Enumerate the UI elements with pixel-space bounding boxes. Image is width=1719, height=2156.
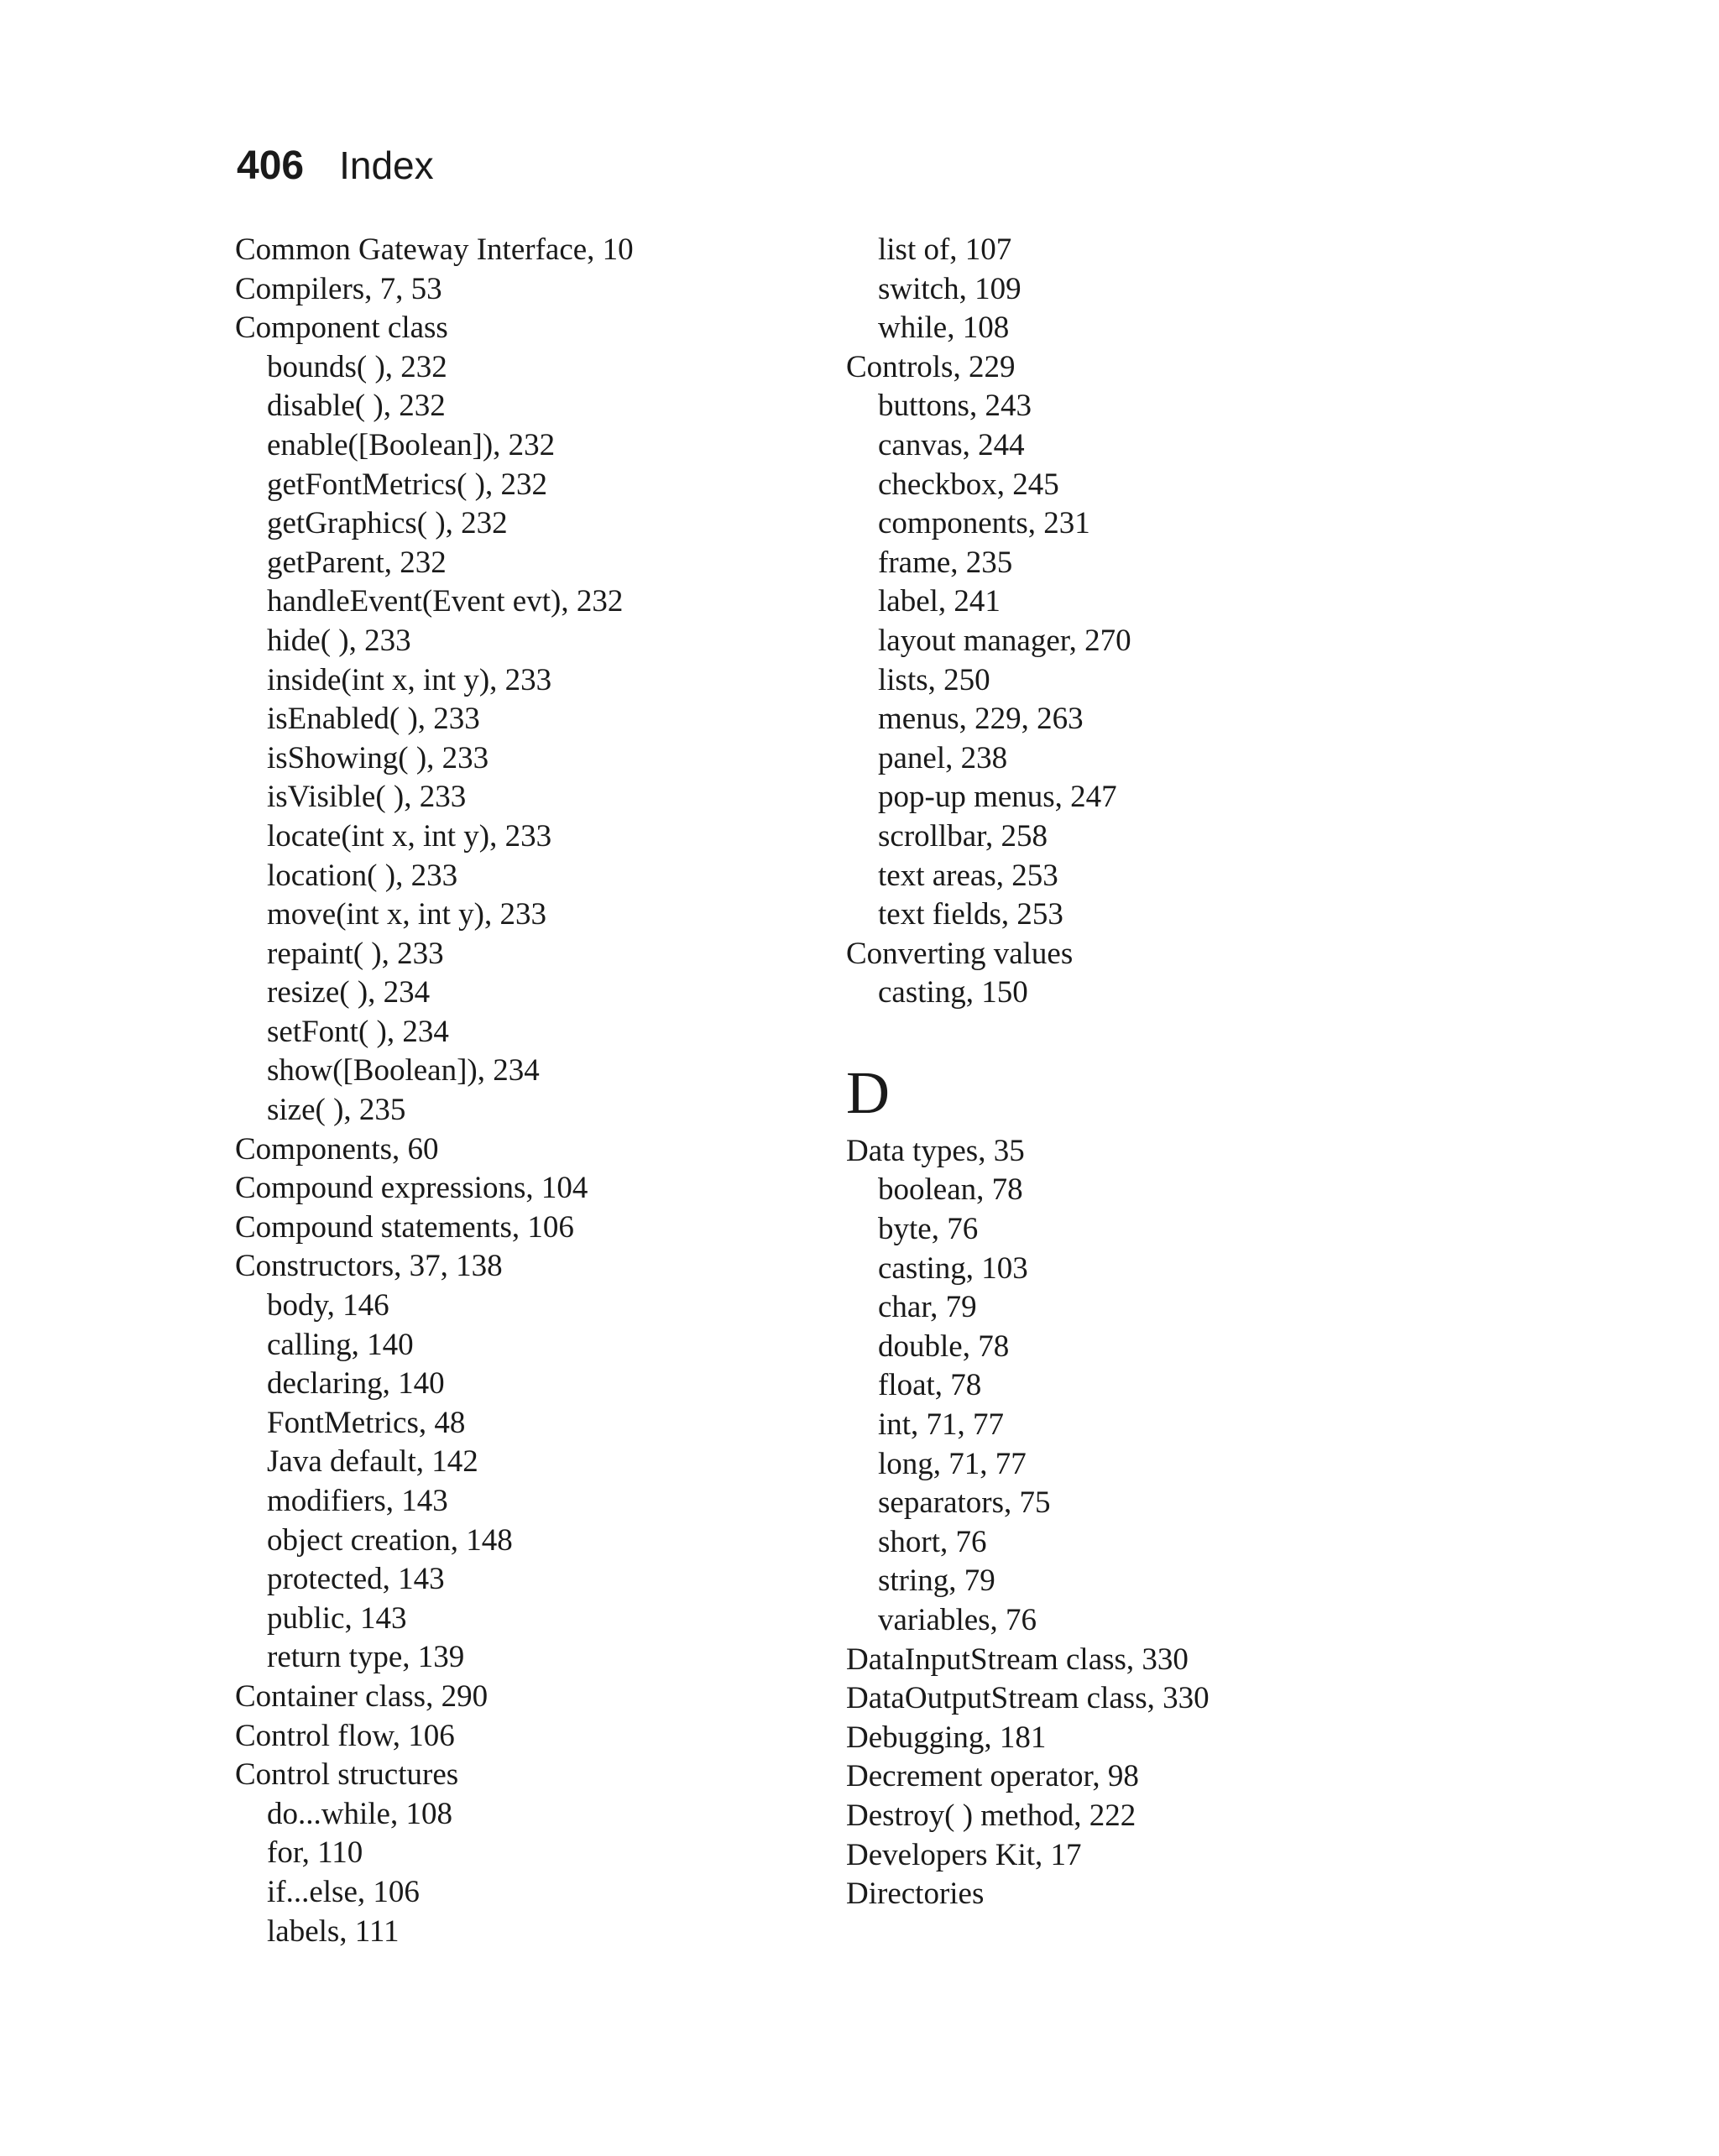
page-number: 406 [237, 144, 305, 188]
running-title: Index [339, 144, 434, 187]
index-entry: Destroy( ) method, 222 [846, 1798, 1136, 1833]
index-subentry: getGraphics( ), 232 [267, 506, 508, 541]
index-entry: Debugging, 181 [846, 1720, 1047, 1755]
index-subentry: byte, 76 [878, 1212, 979, 1247]
index-subentry: hide( ), 233 [267, 623, 411, 658]
index-subentry: size( ), 235 [267, 1093, 406, 1128]
index-entries-c-continued [846, 231, 1518, 1013]
index-subentry: buttons, 243 [878, 389, 1032, 424]
index-subentry: list of, 107 [878, 232, 1012, 267]
index-subentry: inside(int x, int y), 233 [267, 662, 552, 697]
index-subentry: long, 71, 77 [878, 1446, 1027, 1481]
index-subentry: handleEvent(Event evt), 232 [267, 584, 624, 619]
index-subentry: frame, 235 [878, 545, 1013, 580]
index-subentry: repaint( ), 233 [267, 936, 444, 971]
index-entry: Compound statements, 106 [235, 1209, 574, 1245]
index-subentry: resize( ), 234 [267, 975, 431, 1010]
index-column-right [846, 231, 1518, 1914]
index-subentry: Java default, 142 [267, 1444, 478, 1480]
index-subentry: while, 108 [878, 311, 1010, 346]
index-subentry: switch, 109 [878, 271, 1021, 306]
index-entry: DataOutputStream class, 330 [846, 1681, 1210, 1716]
index-subentry: int, 71, 77 [878, 1407, 1005, 1443]
index-subentry: char, 79 [878, 1290, 977, 1325]
index-entries-d [846, 1132, 1518, 1914]
index-subentry: lists, 250 [878, 662, 990, 697]
index-subentry: setFont( ), 234 [267, 1014, 449, 1049]
index-subentry: disable( ), 232 [267, 389, 446, 424]
index-entry: Controls, 229 [846, 349, 1016, 384]
index-subentry: if...else, 106 [267, 1874, 420, 1909]
index-subentry: float, 78 [878, 1368, 982, 1403]
index-entry: Container class, 290 [235, 1678, 489, 1714]
section-letter-heading: D [846, 1058, 890, 1126]
index-subentry: label, 241 [878, 584, 1001, 619]
index-entry: Converting values [846, 936, 1074, 971]
index-subentry: object creation, 148 [267, 1522, 513, 1558]
index-subentry: modifiers, 143 [267, 1484, 448, 1518]
index-subentry: isVisible( ), 233 [267, 780, 467, 815]
index-subentry: body, 146 [267, 1288, 389, 1323]
index-subentry: panel, 238 [878, 740, 1008, 775]
index-subentry: text fields, 253 [878, 897, 1063, 932]
index-subentry: short, 76 [878, 1524, 987, 1559]
index-entry: Control flow, 106 [235, 1718, 455, 1753]
index-subentry: pop-up menus, 247 [878, 780, 1117, 815]
index-subentry: labels, 111 [267, 1913, 400, 1949]
index-subentry: bounds( ), 232 [267, 349, 447, 384]
index-entry: Control structures [235, 1757, 459, 1793]
index-subentry: return type, 139 [267, 1640, 465, 1675]
index-entry: Compilers, 7, 53 [235, 271, 442, 306]
index-entry: Data types, 35 [846, 1133, 1025, 1168]
index-subentry: locate(int x, int y), 233 [267, 818, 552, 854]
index-subentry: layout manager, 270 [878, 623, 1131, 658]
index-subentry: separators, 75 [878, 1485, 1051, 1521]
index-subentry: string, 79 [878, 1563, 995, 1599]
index-subentry: menus, 229, 263 [878, 702, 1084, 737]
index-subentry: do...while, 108 [267, 1796, 452, 1831]
index-entry: Constructors, 37, 138 [235, 1249, 503, 1284]
index-subentry: isEnabled( ), 233 [267, 702, 480, 737]
index-subentry: components, 231 [878, 506, 1090, 541]
index-entry: Components, 60 [235, 1131, 439, 1167]
index-entry: Common Gateway Interface, 10 [235, 232, 634, 267]
index-subentry: protected, 143 [267, 1562, 445, 1597]
index-entry: Compound expressions, 104 [235, 1171, 588, 1206]
running-header [237, 143, 434, 201]
index-entry: DataInputStream class, 330 [846, 1642, 1189, 1677]
index-subentry: public, 143 [267, 1600, 407, 1636]
index-subentry: show([Boolean]), 234 [267, 1053, 540, 1088]
index-subentry: FontMetrics, 48 [267, 1405, 466, 1440]
index-subentry: location( ), 233 [267, 858, 458, 893]
index-subentry: getParent, 232 [267, 545, 447, 580]
index-entry: Decrement operator, 98 [846, 1759, 1139, 1794]
index-subentry: isShowing( ), 233 [267, 740, 489, 775]
index-subentry: enable([Boolean]), 232 [267, 427, 556, 462]
index-entry: Developers Kit, 17 [846, 1837, 1082, 1872]
index-subentry: scrollbar, 258 [878, 818, 1048, 854]
index-subentry: canvas, 244 [878, 427, 1025, 462]
index-subentry: casting, 103 [878, 1250, 1028, 1286]
index-subentry: variables, 76 [878, 1603, 1037, 1637]
index-entry: Component class [235, 311, 448, 346]
index-subentry: calling, 140 [267, 1327, 414, 1362]
index-subentry: text areas, 253 [878, 858, 1058, 893]
index-subentry: for, 110 [267, 1835, 363, 1871]
index-subentry: declaring, 140 [267, 1366, 445, 1402]
index-entry: Directories [846, 1877, 985, 1912]
index-subentry: boolean, 78 [878, 1172, 1023, 1208]
index-subentry: checkbox, 245 [878, 467, 1059, 502]
index-subentry: move(int x, int y), 233 [267, 897, 546, 932]
index-column-left [235, 231, 823, 1951]
index-subentry: casting, 150 [878, 975, 1028, 1010]
index-subentry: double, 78 [878, 1329, 1010, 1364]
index-subentry: getFontMetrics( ), 232 [267, 467, 547, 502]
